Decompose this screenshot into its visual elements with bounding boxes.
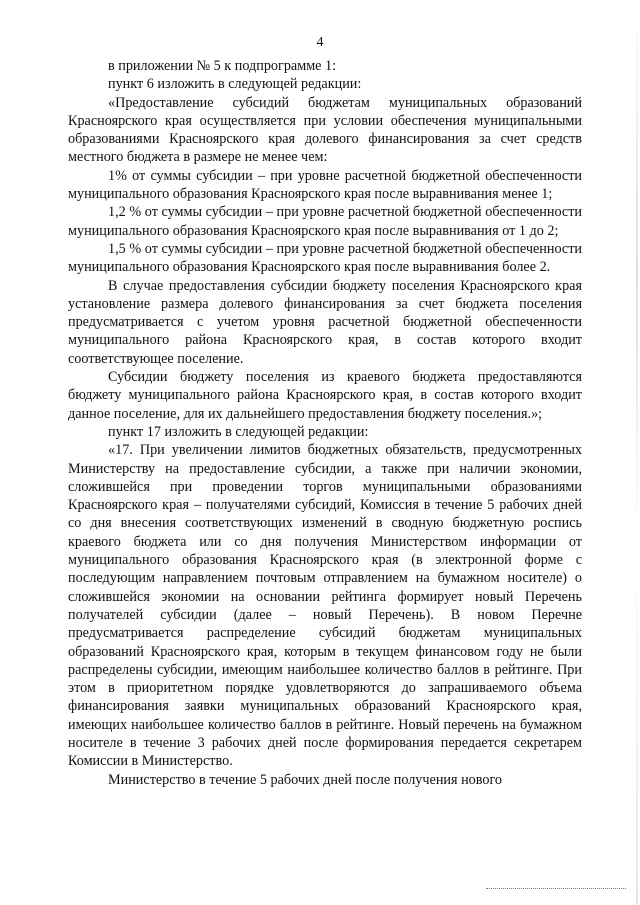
document-body [68,57,582,789]
paragraph-subsidy-conditions: «Предоставление субсидий бюджетам муниципальных образований Красноярского края осуществляется при условии обеспечения муниципальными образованиями Красноярского края долевого финансирования за счет средств местного бюджета в размере не менее чем: [68,94,582,166]
paragraph-item17-text: «17. При увеличении лимитов бюджетных обязательств, предусмотренных Министерству на предоставление субсидии, а также при наличии экономии, сложившейся при проведении торгов муниципальными образованиями Красноярского края – получателями субсидий, Комиссия в течение 5 рабочих дней со дня внесения соответствующих изменений в сводную бюджетную роспись краевого бюджета или со дня получения Министерством информации от муниципального образования Красноярского края (в электронной форме с последующим направлением почтовым отправлением на бумажном носителе) о сложившейся экономии на основании рейтинга формирует новый Перечень получателей субсидии (далее – новый Перечень). В новом Перечне предусматривается распределение субсидий бюджетам муниципальных образований Красноярского края, которым в текущем финансовом году не были распределены субсидии, имеющим наибольшее количество баллов в рейтинге. При этом в приоритетном порядке удовлетворяются до запрашиваемого объема финансирования заявки муниципальных образований Красноярского края, имеющих наибольшее количество баллов в рейтинге. Новый перечень на бумажном носителе в течение 3 рабочих дней после формирования передается секретарем Комиссии в Министерство. [68,442,582,770]
paragraph-item17-header: пункт 17 изложить в следующей редакции: [108,423,369,440]
footer-rule [486,888,626,890]
paragraph-settlement-case: В случае предоставления субсидии бюджету поселения Красноярского края установление размера долевого финансирования за счет бюджета поселения предусматривается с учетом уровня расчетной бюджетной обеспеченности муниципального района Красноярского края, в состав которого входит соответствующее поселение. [68,277,582,367]
paragraph-settlement-subsidies: Субсидии бюджету поселения из краевого бюджета предоставляются бюджету муниципального района Красноярского края, в состав которого входит данное поселение, для их дальнейшего предоставления бюджету поселения.»; [68,369,582,422]
paragraph-item6-header: пункт 6 изложить в следующей редакции: [108,76,362,93]
paragraph-rate-1: 1% от суммы субсидии – при уровне расчетной бюджетной обеспеченности муниципального образования Красноярского края после выравнивания менее 1; [68,167,582,203]
paragraph-ministry: Министерство в течение 5 рабочих дней после получения нового [108,771,503,788]
paragraph-rate-1-2: 1,2 % от суммы субсидии – при уровне расчетной бюджетной обеспеченности муниципального образования Красноярского края после выравнивания от 1 до 2; [68,204,582,239]
paragraph-annex-ref: в приложении № 5 к подпрограмме 1: [108,58,337,74]
paragraph-rate-1-5: 1,5 % от суммы субсидии – при уровне расчетной бюджетной обеспеченности муниципального образования Красноярского края после выравнивания более 2. [68,240,582,276]
page-number: 4 [316,35,324,50]
scan-edge-shadow [636,0,638,905]
